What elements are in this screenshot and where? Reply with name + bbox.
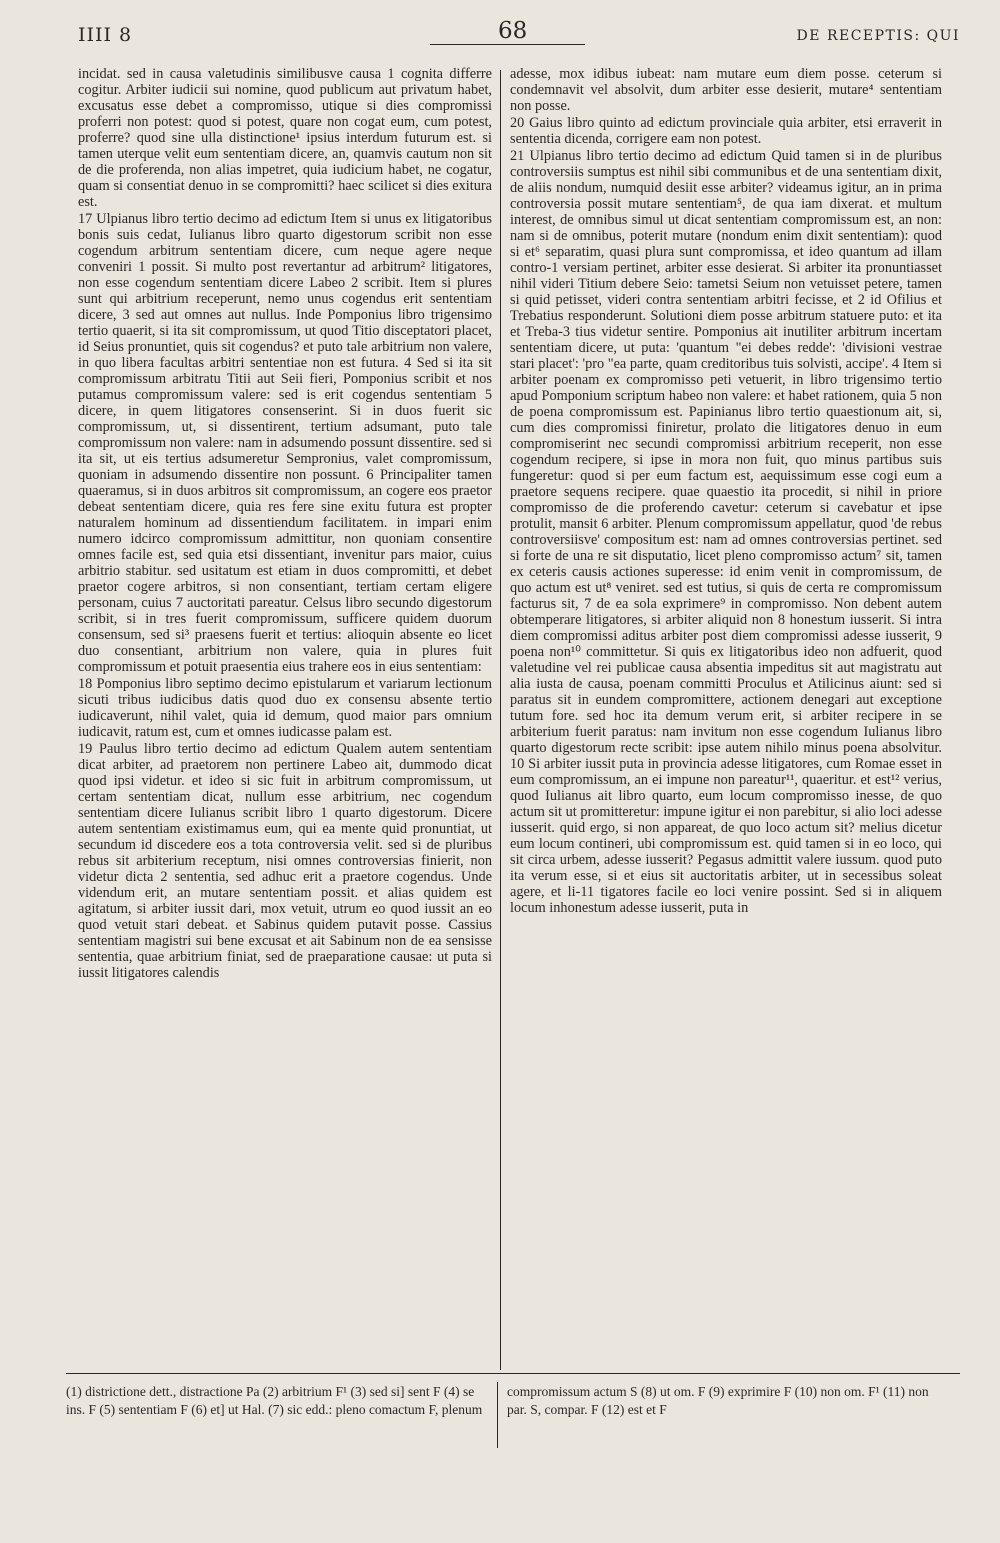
page-number: 68 [498,18,528,44]
paragraph-17: 17 Ulpianus libro tertio decimo ad edictum Item si unus ex litigatoribus bonis suis cedat, Iulianus libro quarto digestorum scribit non esse cogendum arbitrum sententiam dicere, cum neque agere neque conveniri 1 possit. Si multo post revertantur ad arbitrum² litigatores, non esse cogendum sententiam dicere Labeo 2 scribit. Item si plures sunt qui arbitrium receperunt, nemo unus cogendus erit sententiam dicere, 3 sed aut omnes aut nullus. Inde Pomponius libro trigensimo tertio quaerit, si ita sit compromissum, ut quod Titio disceptatori placet, id Seius pronuntiet, quis sit cogendus? et puto tale arbitrium non valere, in quo libera facultas arbitri sententiae non est futura. 4 Sed si ita sit compromissum arbitratu Titii aut Seii fieri, Pomponius scribit et nos putamus compromissum valere: sed is erit cogendus sententiam 5 dicere, in quem litigatores consenserint. Si in duos fuerit sic compromissum, ut, si dissentirent, tertium adsumant, puto tale compromissum non valere: nam in adsumendo possunt dissentire. sed si ita sit, ut eis tertius adsumeretur Sempronius, valet compromissum, quoniam in adsumendo dissentire non possunt. 6 Principaliter tamen quaeramus, si in duos arbitros sit compromissum, an cogere eos praetor debeat sententiam dicere, quia res fere sine exitu futura est propter naturalem hominum ad dissentiendum facilitatem. in impari enim numero idcirco compromissum admittitur, non quoniam consentire omnes facile est, sed quia etsi dissentiant, invenitur pars maior, cuius arbitrio stabitur. sed usitatum est etiam in duos compromitti, et debet praetor cogere arbitros, si non consentiant, tertiam certam eligere personam, cuius 7 auctoritati pareatur. Celsus libro secundo digestorum scribit, si in tres fuerit compromissum, sufficere quidem duorum consensum, sed si³ praesens fuerit et tertius: alioquin absente eo licet duo consentiant, arbitrium non valere, quia in plures fuit compromissum et potuit praesentia eius trahere eos in eius sententiam: [78,211,492,675]
left-column [78,66,492,981]
footnotes-right: compromissum actum S (8) ut om. F (9) exprimire F (10) non om. F¹ (11) non par. S, compar. F (12) est et F [507,1384,929,1417]
column-divider [500,70,501,1370]
paragraph-20: 20 Gaius libro quinto ad edictum provinciale quia arbiter, etsi erraverit in sententia dicenda, corrigere eam non potest. [510,115,942,147]
paragraph-21: 21 Ulpianus libro tertio decimo ad edictum Quid tamen si in de pluribus controversiis sumptus est nihil sibi communibus et de una sententiam dixit, de aliis nondum, numquid desiit esse arbiter? videamus igitur, an in prima controversia possit mutare sententiam⁵, de qua iam dixerat. et multum interest, de omnibus simul ut dicat sententiam compromissum est, an non: nam si de omnibus, poterit mutare (nondum enim dixit sententiam): quod si et⁶ separatim, quasi plura sunt compromissa, et ideo quantum ad illam contro-1 versiam pertinet, arbiter esse desierat. Si arbiter ita pronuntiasset nihil videri Titium debere Seio: tametsi Seium non vetuisset petere, tamen si quid petisset, videri contra sententiam arbitri fecisse, et 2 id Ofilius et Trebatius responderunt. Solutioni diem posse arbitrum statuere puto: et ita et Treba-3 tius videtur sentire. Pomponius ait inutiliter arbitrum incertam sententiam dicere, ut puta: 'quantum "ei debes redde': 'divisioni vestrae stari placet': 'pro "ea parte, quam creditoribus tuis solvisti, accipe'. 4 Item si arbiter poenam ex compromisso peti vetuerit, in libro trigensimo tertio apud Pomponium scriptum habeo non valere: et habet rationem, quia 5 non de poena compromissum est. Papinianus libro tertio quaestionum ait, si, cum dies compromissi finiretur, prolato die litigatores denuo in eum compromiserint nec secundi compromissi arbitrium receperit, non esse cogendum recipere, si ipse in mora non fuit, quo minus partibus suis fungeretur: quod si per eum factum est, aequissimum esse cogi eum a praetore sequens recipere. quae quaestio ita procedit, si nihil in priore compromisso de die proferendo cavetur: ceterum si cavebatur et ipse protulit, mansit 6 arbiter. Plenum compromissum appellatur, quod 'de rebus controversiisve' compositum est: nam ad omnes controversias pertinet. sed si forte de una re sit disputatio, licet pleno compromisso actum⁷ sit, tamen ex ceteris causis actiones superesse: id enim venit in compromissum, de quo actum est ut⁸ veniret. sed est tutius, si quis de certa re compromissum facturus sit, 7 de ea sola exprimere⁹ in compromisso. Non debent autem obtemperare litigatores, si arbiter aliquid non 8 honestum iusserit. Si intra diem compromissi aditus arbiter post diem compromissi adesse iusserit, 9 poena non¹⁰ committetur. Si quis ex litigatoribus ideo non adfuerit, quod valetudine vel rei publicae causa absentia impeditus sit aut magistratu aut alia iusta de causa, poenam committi Proculus et Atilicinus aiunt: sed si paratus sit in eundem compromittere, actionem denegari aut exceptione tutum fore. sed hoc ita demum verum erit, si arbiter recipere in se arbiterium fuerit paratus: nam invitum non esse cogendum Iulianus libro quarto digestorum recte scribit: ipse autem nihilo minus poena absolvitur. 10 Si arbiter iussit puta in provincia adesse litigatores, cum Romae esset in eum compromissum, an ei impune non pareatur¹¹, quaeritur. et est¹² verius, quod Iulianus ait libro quarto, eum locum compromisso inesse, de quo actum sit ut promitteretur: impune igitur ei non parebitur, si alio loci adesse iusserit. quid ergo, si non appareat, de quo loco actum sit? melius dicetur eum locum contineri, ubi compromissum est. quid tamen si in eo loco, qui sit circa urbem, adesse iusserit? Pegasus admittit valere iussum. quod puto ita verum esse, si et eius sit auctoritatis arbiter, ut in secessibus soleat agere, et li-11 tigatores facile eo loci venire possint. Sed si in aliquem locum inhonestum adesse iusserit, puta in [510,148,942,916]
page-header [78,18,960,58]
footnote-rule [66,1373,960,1374]
paragraph-19-cont: adesse, mox idibus iubeat: nam mutare eum diem posse. ceterum si condemnavit vel absolvit, dum arbiter esse desierit, mutare⁴ sententiam non posse. [510,66,942,114]
running-title: DE RECEPTIS: QUI [796,28,960,44]
footnotes-left: (1) districtione dett., distractione Pa (2) arbitrium F¹ (3) sed si] sent F (4) se ins. F (5) sententiam F (6) et] ut Hal. (7) sic edd.: pleno comactum F, plenum [66,1384,483,1417]
right-column [510,66,942,916]
running-section-number: IIII 8 [78,24,133,46]
paragraph-18: 18 Pomponius libro septimo decimo epistularum et variarum lectionum sicuti tribus iudicibus datis quod duo ex consensu absente tertio iudicaverunt, nihil valet, quia id demum, quod maior pars omnium iudicavit, ratum est, cum et omnes iudicasse palam est. [78,676,492,740]
paragraph-19: 19 Paulus libro tertio decimo ad edictum Qualem autem sententiam dicat arbiter, ad praetorem non pertinere Labeo ait, dummodo dicat quod ipsi videtur. et ideo si sic fuit in arbitrum compromissum, ut certam sententiam dicat, nullum esse arbitrium, nec cogendum sententiam dicere Iulianus scribit libro 1 quarto digestorum. Dicere autem sententiam existimamus eum, qui ea mente quid pronuntiat, ut secundum id discedere eos a tota controversia velit. sed si de pluribus rebus sit arbiterium receptum, nisi omnes controversias finierit, non videtur dicta 2 sententia, sed adhuc erit a praetore cogendus. Unde videndum erit, an mutare sententiam possit. et alias quidem est agitatum, si arbiter iussit dari, mox vetuit, utrum eo quod iussit an eo quod vetuit stari debeat. et Sabinus quidem putavit posse. Cassius sententiam magistri sui bene excusat et ait Sabinum non de ea sensisse sententia, quae arbitrium finiat, sed de praeparatione causae: ut puta si iussit litigatores calendis [78,741,492,981]
header-rule [430,44,585,45]
footnote-divider [497,1382,498,1448]
paragraph-16-cont: incidat. sed in causa valetudinis similibusve causa 1 cognita differre cogitur. Arbiter iudicii sui nomine, quod publicum aut privatum habet, excusatus esse debet a compromisso, utique si dies compromissi proferri non potest: quod si potest, quare non cogat eum, cum potest, proferre? quod sine ulla distinctione¹ ipsius interdum futurum est. si tamen uterque velit eum sententiam dicere, an, quamvis cautum non sit de die proferenda, non alias impetret, quia iudicium habet, ne cogatur, quam si consentiat denuo in se compromitti? haec scilicet si dies exitura est. [78,66,492,210]
